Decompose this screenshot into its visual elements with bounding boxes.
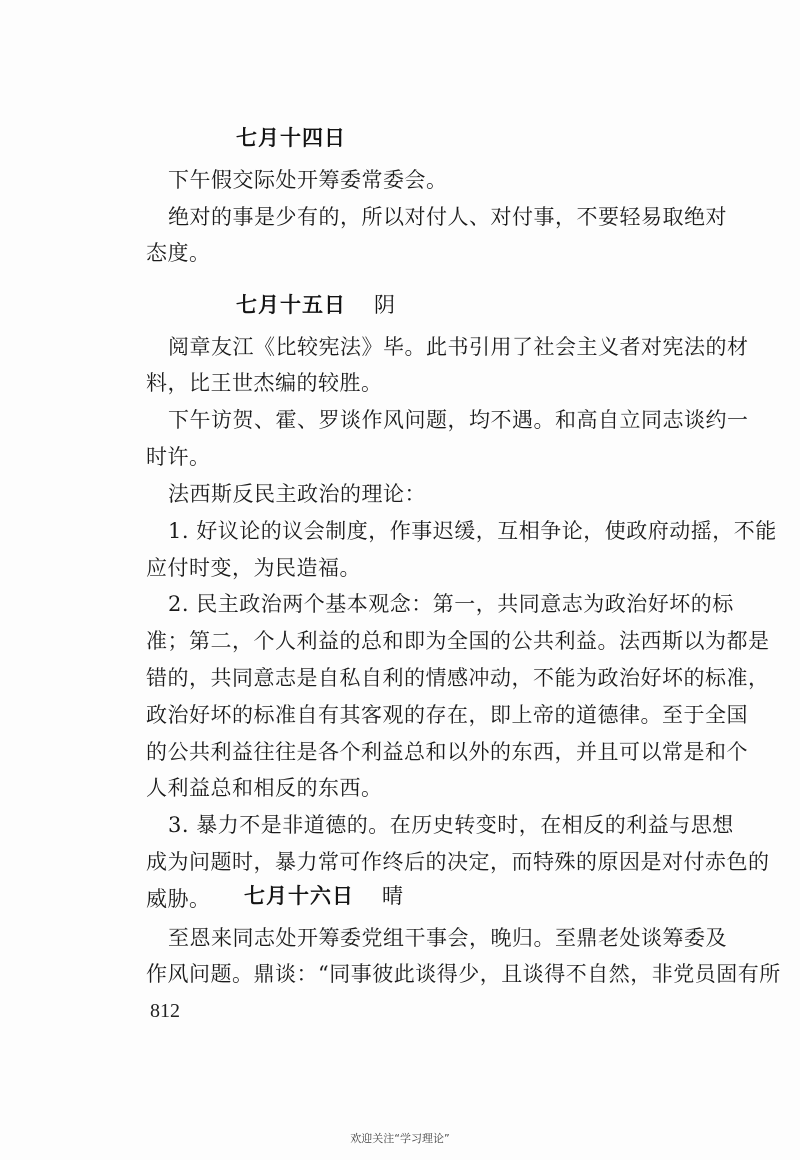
paragraph-line: 应付时变，为民造福。	[146, 556, 361, 580]
paragraph-line: 阅章友江《比较宪法》毕。此书引用了社会主义者对宪法的材	[168, 335, 749, 359]
page-number: 812	[150, 1000, 180, 1022]
paragraph-line: 威胁。	[146, 887, 211, 911]
paragraph-line: 态度。	[146, 241, 211, 265]
paragraph-line: 1. 好议论的议会制度，作事迟缓，互相争论，使政府动摇，不能	[168, 519, 777, 543]
paragraph-line: 准；第二，个人利益的总和即为全国的公共利益。法西斯以为都是	[146, 629, 770, 653]
entry-date-heading	[236, 289, 396, 319]
paragraph-line: 时许。	[146, 445, 211, 469]
entry-date: 七月十五日	[236, 292, 346, 317]
paragraph-line: 人利益总和相反的东西。	[146, 776, 383, 800]
paragraph-line: 至恩来同志处开筹委党组干事会，晚归。至鼎老处谈筹委及	[168, 926, 727, 950]
paragraph-line: 下午访贺、霍、罗谈作风问题，均不遇。和高自立同志谈约一	[168, 408, 749, 432]
entry-weather: 阴	[374, 293, 396, 317]
paragraph-line: 下午假交际处开筹委常委会。	[168, 168, 448, 192]
paragraph-line: 错的，共同意志是自私自利的情感冲动，不能为政治好坏的标准，	[146, 666, 770, 690]
paragraph-line: 政治好坏的标准自有其客观的存在，即上帝的道德律。至于全国	[146, 703, 748, 727]
entry-weather: 晴	[382, 884, 404, 908]
entry-date: 七月十六日	[244, 883, 354, 908]
paragraph-line: 的公共利益往往是各个利益总和以外的东西，并且可以常是和个	[146, 740, 748, 764]
footer-caption: 欢迎关注“学习理论”	[350, 1132, 450, 1145]
entry-date-heading	[236, 122, 346, 152]
entry-date: 七月十四日	[236, 125, 346, 150]
paragraph-line: 法西斯反民主政治的理论：	[168, 482, 426, 506]
july-16-heading	[244, 880, 404, 910]
paragraph-line: 成为问题时，暴力常可作终后的决定，而特殊的原因是对付赤色的	[146, 850, 770, 874]
paragraph-line: 3. 暴力不是非道德的。在历史转变时，在相反的利益与思想	[168, 813, 734, 837]
paragraph-line: 绝对的事是少有的，所以对付人、对付事，不要轻易取绝对	[168, 205, 727, 229]
paragraph-line: 料，比王世杰编的较胜。	[146, 371, 383, 395]
paragraph-line: 2. 民主政治两个基本观念：第一，共同意志为政治好坏的标	[168, 592, 734, 616]
paragraph-line: 作风问题。鼎谈：“同事彼此谈得少，且谈得不自然，非党员固有所	[146, 962, 781, 986]
